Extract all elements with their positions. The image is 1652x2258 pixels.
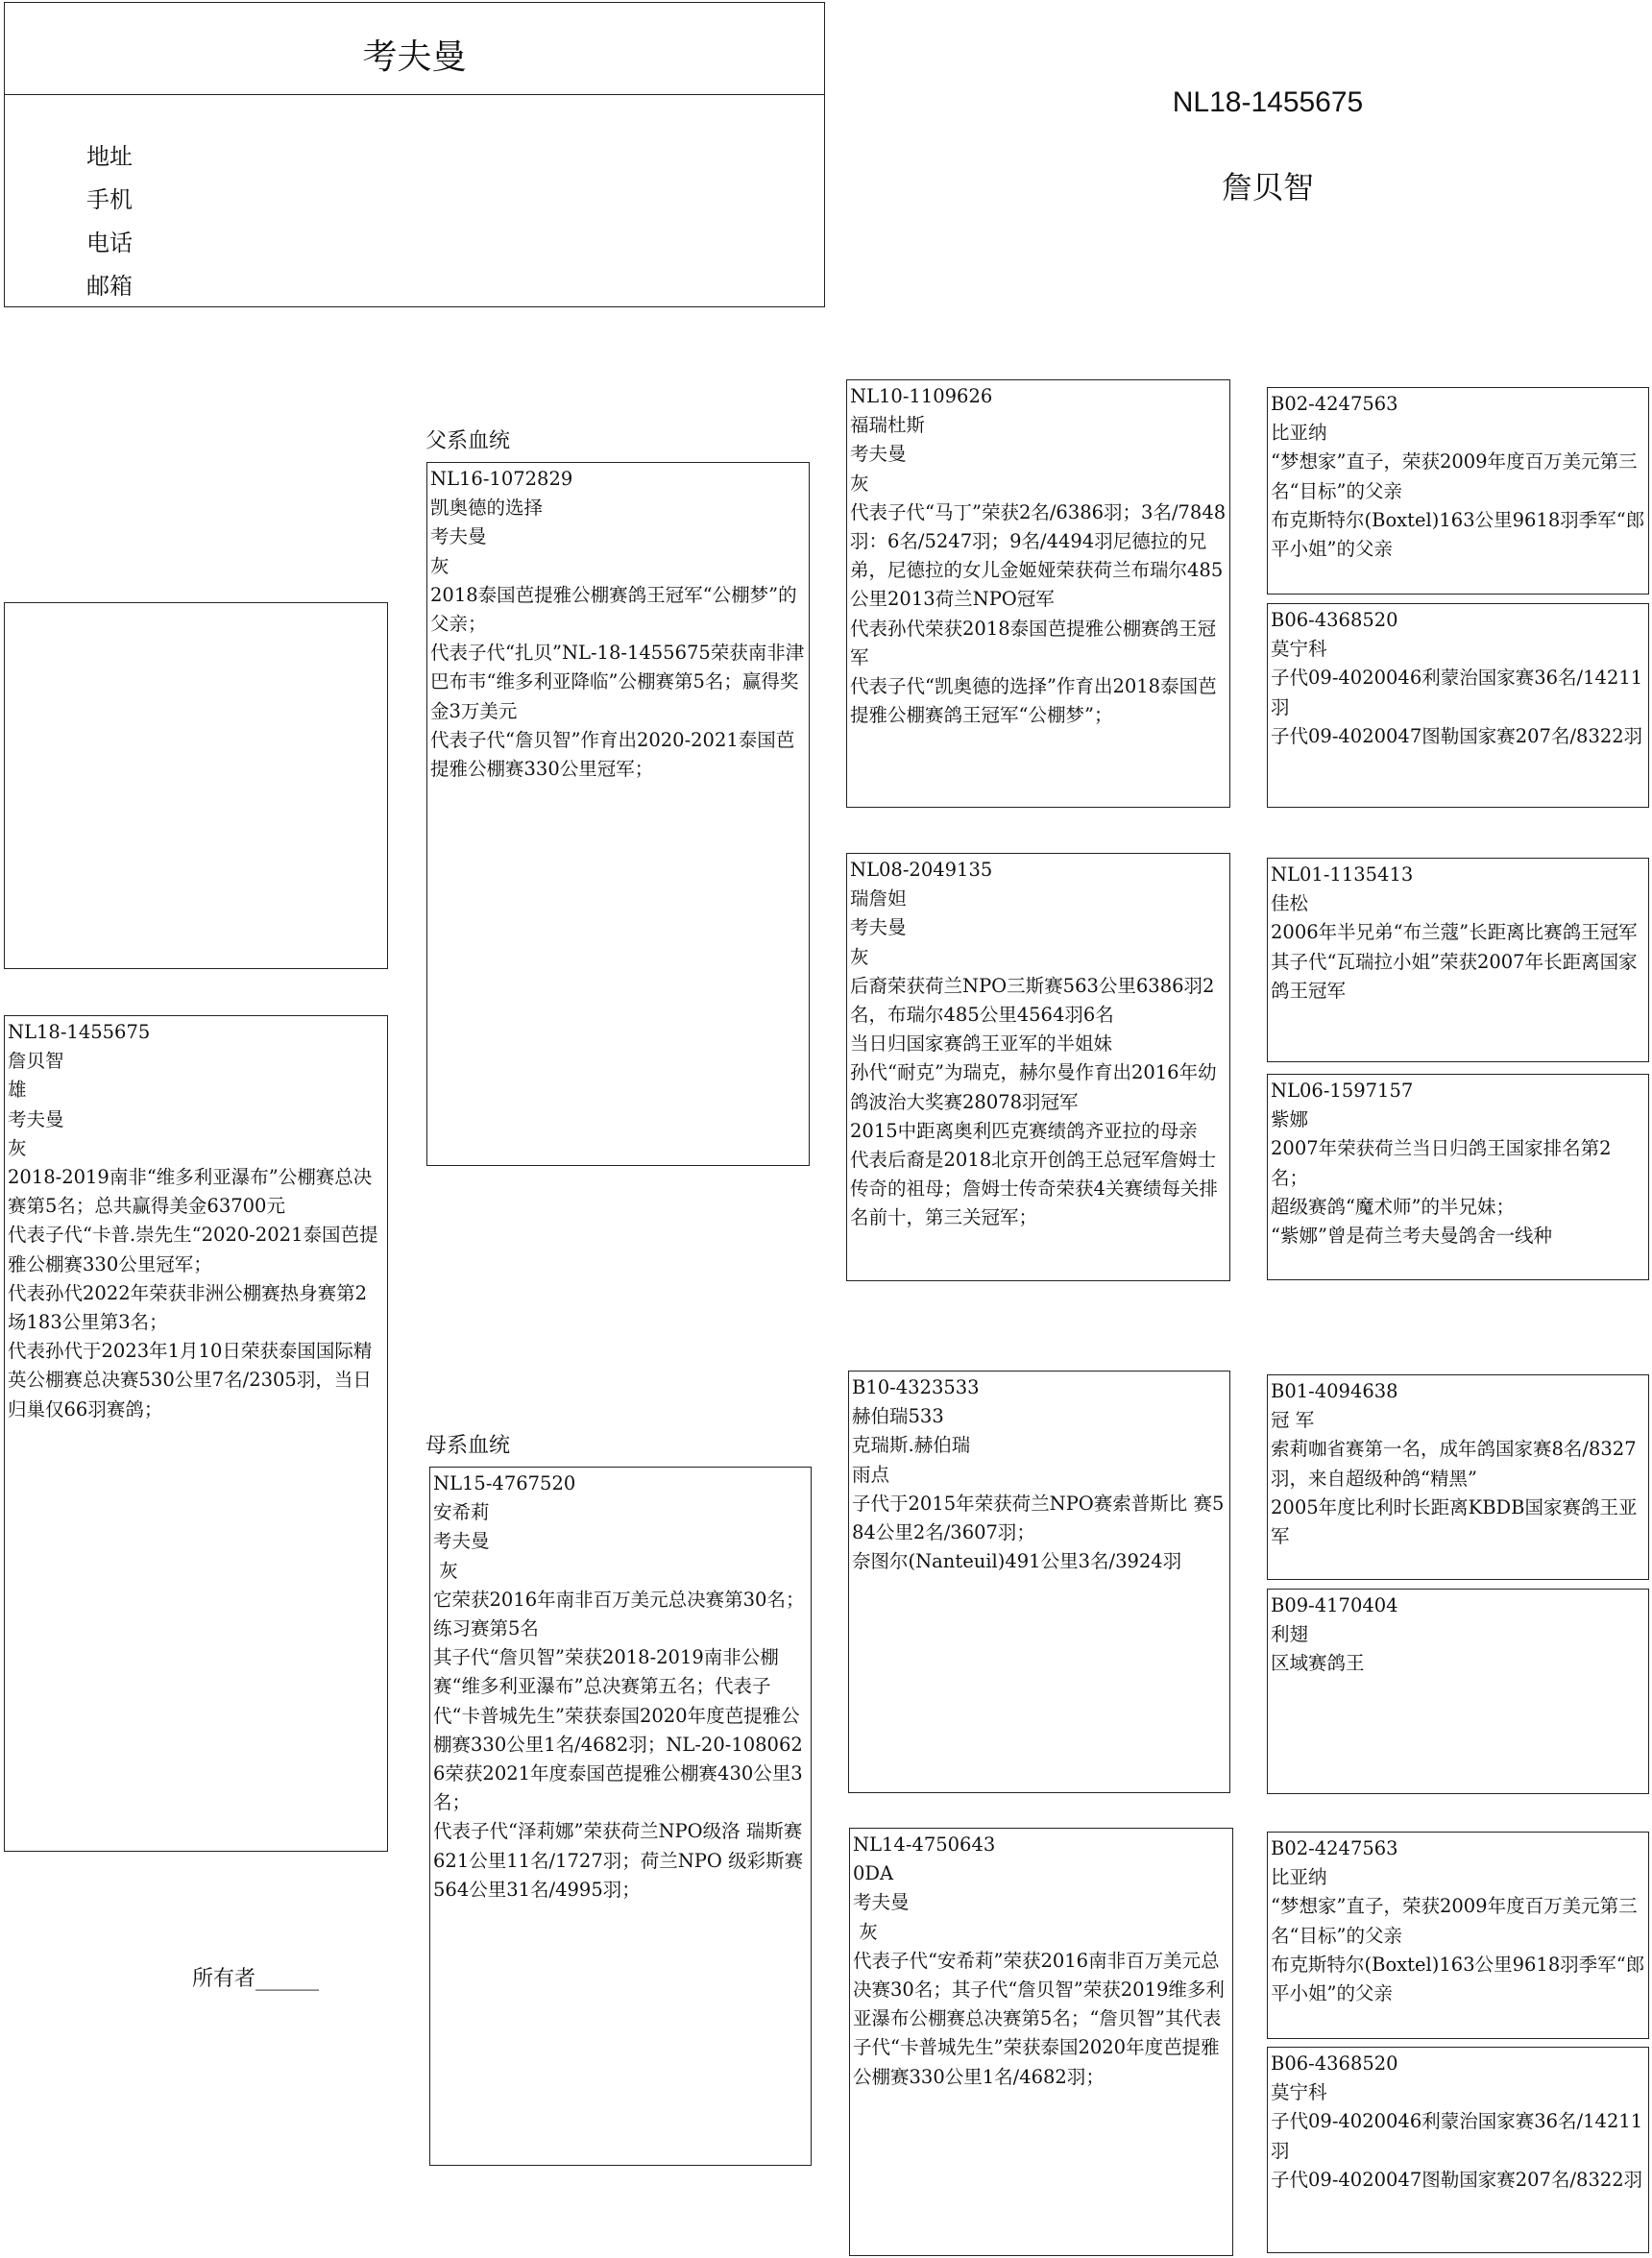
pedigree-line: 佳松 <box>1271 892 1309 915</box>
pedigree-line: 孙代“耐克”为瑞克，赫尔曼作育出2016年幼鸽波治大奖赛28078羽冠军 <box>850 1061 1217 1113</box>
pedigree-line: 当日归国家赛鸽王亚军的半姐妹 <box>850 1032 1113 1056</box>
pedigree-ss-dam <box>1267 603 1649 808</box>
pedigree-line: 凯奥德的选择 <box>430 497 544 520</box>
pedigree-ds-sire <box>1267 1374 1649 1580</box>
pedigree-line: B06-4368520 <box>1271 2052 1398 2075</box>
pedigree-line: 代表子代“詹贝智”作育出2020-2021泰国芭提雅公棚赛330公里冠军； <box>430 728 795 781</box>
pedigree-line: NL08-2049135 <box>850 859 993 881</box>
ss-dam-details <box>1271 606 1646 751</box>
contact-phone-label: 电话 <box>86 230 133 256</box>
pedigree-ss-sire <box>1267 387 1649 595</box>
pedigree-line: 区域赛鸽王 <box>1271 1652 1365 1675</box>
pedigree-line: 代表子代“安希莉”荣获2016南非百万美元总决赛30名；其子代“詹贝智”荣获2019维多利亚瀑布公棚赛总决赛第5名；“詹贝智”其代表子代“卡普城先生”荣获泰国2020年度芭提雅公棚赛330公里1名/4682羽； <box>853 1949 1225 2088</box>
pedigree-dd-sire <box>1267 1832 1649 2039</box>
pedigree-line: 安希莉 <box>433 1501 490 1524</box>
pedigree-line: 代表后裔是2018北京开创鸽王总冠军詹姆士传奇的祖母；詹姆士传奇荣获4关赛绩每关排名前十，第三关冠军； <box>850 1149 1218 1229</box>
pedigree-line: 紫娜 <box>1271 1108 1309 1131</box>
pedigree-line: B02-4247563 <box>1271 393 1398 415</box>
pedigree-line: 考夫曼 <box>850 916 907 939</box>
pedigree-line: 索莉咖省赛第一名，成年鸽国家赛8名/8327羽，来自超级种鸽“精黑” <box>1271 1438 1637 1490</box>
pedigree-line: 灰 <box>853 1920 878 1943</box>
pedigree-ds-dam <box>1267 1589 1649 1794</box>
pedigree-line: NL06-1597157 <box>1271 1080 1414 1102</box>
owner-signature-line: 所有者______ <box>192 1967 320 1991</box>
pedigree-line: 雄 <box>8 1079 27 1102</box>
dam-details <box>433 1469 809 1905</box>
dam-sire-details <box>852 1373 1227 1576</box>
pedigree-line: 灰 <box>850 945 869 968</box>
pedigree-line: 0DA <box>853 1862 894 1885</box>
pedigree-line: 子代09-4020046利蒙治国家赛36名/14211羽 <box>1271 2110 1643 2162</box>
pedigree-line: 2018泰国芭提雅公棚赛鸽王冠军“公棚梦”的父亲； <box>430 583 797 636</box>
pedigree-line: 灰 <box>8 1136 27 1159</box>
pedigree-line: 代表孙代2022年荣获非洲公棚赛热身赛第2场183公里第3名； <box>8 1281 368 1334</box>
ds-sire-details <box>1271 1377 1646 1551</box>
pedigree-line: 考夫曼 <box>850 443 907 466</box>
sd-dam-details <box>1271 1077 1646 1250</box>
header-bird-name: 詹贝智 <box>1221 169 1314 206</box>
sire-details <box>430 465 807 784</box>
pedigree-line: 2005年度比利时长距离KBDB国家赛鸽王亚军 <box>1271 1495 1638 1548</box>
header-ring-number: NL18-1455675 <box>1172 86 1364 118</box>
pedigree-subject <box>4 1015 388 1852</box>
pedigree-line: NL16-1072829 <box>430 468 573 490</box>
pedigree-line: 比亚纳 <box>1271 1866 1327 1889</box>
pedigree-line: 莫宁科 <box>1271 638 1327 661</box>
pedigree-line: 利翅 <box>1271 1623 1309 1646</box>
pedigree-line: NL14-4750643 <box>853 1833 996 1856</box>
pedigree-sire-dam <box>846 853 1230 1281</box>
contact-email-label: 邮箱 <box>86 273 133 300</box>
contact-address-label: 地址 <box>86 143 133 170</box>
pedigree-sire <box>426 462 810 1166</box>
pedigree-line: 子代09-4020046利蒙治国家赛36名/14211羽 <box>1271 667 1643 718</box>
pedigree-line: 代表孙代于2023年1月10日荣获泰国国际精英公棚赛总决赛530公里7名/2305羽，当日归巢仅66羽赛鸽； <box>8 1340 373 1420</box>
pedigree-line: 克瑞斯.赫伯瑞 <box>852 1434 971 1457</box>
sire-dam-details <box>850 856 1227 1233</box>
pedigree-line: “梦想家”直子，荣获2009年度百万美元第三名“目标”的父亲 <box>1271 450 1638 502</box>
pedigree-line: 布克斯特尔(Boxtel)163公里9618羽季军“郎平小姐”的父亲 <box>1271 508 1645 561</box>
dam-dam-details <box>853 1831 1230 2092</box>
pedigree-line: 灰 <box>430 554 449 577</box>
ss-sire-details <box>1271 390 1646 564</box>
pedigree-line: B02-4247563 <box>1271 1837 1398 1859</box>
pedigree-sd-dam <box>1267 1074 1649 1280</box>
pedigree-line: NL10-1109626 <box>850 385 993 407</box>
breeder-card <box>4 2 825 307</box>
pedigree-line: NL15-4767520 <box>433 1472 576 1494</box>
pedigree-line: 2006年半兄弟“布兰蔻”长距离比赛鸽王冠军 <box>1271 921 1638 944</box>
pedigree-line: 布克斯特尔(Boxtel)163公里9618羽季军“郎平小姐”的父亲 <box>1271 1953 1645 2005</box>
pedigree-line: 考夫曼 <box>433 1530 490 1553</box>
pedigree-dam <box>429 1467 812 2166</box>
pedigree-sd-sire <box>1267 858 1649 1062</box>
sire-sire-details <box>850 382 1227 730</box>
pedigree-line: “紫娜”曾是荷兰考夫曼鸽舍一线种 <box>1271 1225 1552 1248</box>
pedigree-line: NL18-1455675 <box>8 1021 151 1043</box>
pedigree-line: 后裔荣获荷兰NPO三斯赛563公里6386羽2名，布瑞尔485公里4564羽6名 <box>850 974 1215 1027</box>
pedigree-line: 它荣获2016年南非百万美元总决赛第30名；练习赛第5名 <box>433 1588 805 1640</box>
ds-dam-details <box>1271 1591 1646 1679</box>
pedigree-line: 詹贝智 <box>8 1050 64 1073</box>
pedigree-line: NL01-1135413 <box>1271 863 1414 886</box>
pedigree-line: 福瑞杜斯 <box>850 414 926 437</box>
pedigree-line: 赫伯瑞533 <box>852 1405 944 1428</box>
pedigree-line: 莫宁科 <box>1271 2081 1327 2104</box>
bird-photo-frame <box>4 602 388 969</box>
pedigree-line: 代表子代“凯奥德的选择”作育出2018泰国芭提雅公棚赛鸽王冠军“公棚梦”； <box>850 675 1217 727</box>
contact-mobile-label: 手机 <box>86 186 133 213</box>
sd-sire-details <box>1271 861 1646 1006</box>
pedigree-line: 灰 <box>433 1559 458 1582</box>
pedigree-line: 其子代“瓦瑞拉小姐”荣获2007年长距离国家鸽王冠军 <box>1271 950 1638 1002</box>
sire-line-label: 父系血统 <box>425 429 511 453</box>
pedigree-line: 子代09-4020047图勒国家赛207名/8322羽 <box>1271 724 1643 747</box>
pedigree-line: 代表子代“卡普.崇先生“2020-2021泰国芭提雅公棚赛330公里冠军； <box>8 1224 378 1275</box>
pedigree-line: 考夫曼 <box>853 1891 910 1914</box>
pedigree-line: 灰 <box>850 472 869 495</box>
subject-details <box>8 1018 385 1424</box>
pedigree-dam-dam <box>849 1828 1233 2256</box>
pedigree-line: B09-4170404 <box>1271 1594 1398 1616</box>
pedigree-line: 奈图尔(Nanteuil)491公里3名/3924羽 <box>852 1550 1182 1573</box>
pedigree-line: 瑞詹妲 <box>850 887 907 910</box>
pedigree-line: 代表子代“泽莉娜”荣获荷兰NPO级洛 瑞斯赛621公里11名/1727羽；荷兰NPO 级彩斯赛564公里31名/4995羽； <box>433 1820 804 1901</box>
pedigree-line: B10-4323533 <box>852 1376 980 1398</box>
breeder-name: 考夫曼 <box>362 37 467 77</box>
pedigree-dd-dam <box>1267 2047 1649 2253</box>
pedigree-line: 代表子代“马丁”荣获2名/6386羽；3名/7848羽：6名/5247羽；9名/4494羽尼德拉的兄弟，尼德拉的女儿金姬娅荣获荷兰布瑞尔485公里2013荷兰NPO冠军 <box>850 500 1227 611</box>
pedigree-line: 2018-2019南非“维多利亚瀑布”公棚赛总决赛第5名；总共赢得美金63700元 <box>8 1166 373 1218</box>
pedigree-line: 比亚纳 <box>1271 422 1327 445</box>
dd-dam-details <box>1271 2050 1646 2195</box>
pedigree-line: 2007年荣获荷兰当日归鸽王国家排名第2名； <box>1271 1137 1612 1189</box>
pedigree-line: 其子代“詹贝智”荣获2018-2019南非公棚赛“维多利亚瀑布”总决赛第五名；代表子代“卡普城先生”荣获泰国2020年度芭提雅公棚赛330公里1名/4682羽；NL-20-1080626荣获2021年度泰国芭提雅公棚赛430公里3名； <box>433 1646 803 1814</box>
dd-sire-details <box>1271 1834 1646 2008</box>
pedigree-line: 子代09-4020047图勒国家赛207名/8322羽 <box>1271 2168 1643 2191</box>
pedigree-line: “梦想家”直子，荣获2009年度百万美元第三名“目标”的父亲 <box>1271 1895 1638 1947</box>
pedigree-line: 冠 军 <box>1271 1409 1315 1432</box>
pedigree-line: 代表子代“扎贝”NL-18-1455675荣获南非津巴布韦“维多利亚降临”公棚赛第5名；赢得奖金3万美元 <box>430 642 805 722</box>
pedigree-line: 代表孙代荣获2018泰国芭提雅公棚赛鸽王冠军 <box>850 617 1217 668</box>
pedigree-line: 子代于2015年荣获荷兰NPO赛索普斯比 赛584公里2名/3607羽； <box>852 1492 1225 1544</box>
pedigree-line: B06-4368520 <box>1271 609 1398 631</box>
pedigree-line: 考夫曼 <box>8 1107 64 1130</box>
pedigree-sire-sire <box>846 379 1230 808</box>
pedigree-line: B01-4094638 <box>1271 1380 1398 1402</box>
pedigree-line: 雨点 <box>852 1463 890 1486</box>
pedigree-line: 2015中距离奥利匹克赛绩鸽齐亚拉的母亲 <box>850 1119 1198 1142</box>
breeder-divider <box>5 94 824 95</box>
dam-line-label: 母系血统 <box>425 1434 511 1458</box>
pedigree-line: 考夫曼 <box>430 525 487 548</box>
pedigree-dam-sire <box>848 1371 1230 1793</box>
pedigree-line: 超级赛鸽“魔术师”的半兄妹； <box>1271 1195 1515 1218</box>
